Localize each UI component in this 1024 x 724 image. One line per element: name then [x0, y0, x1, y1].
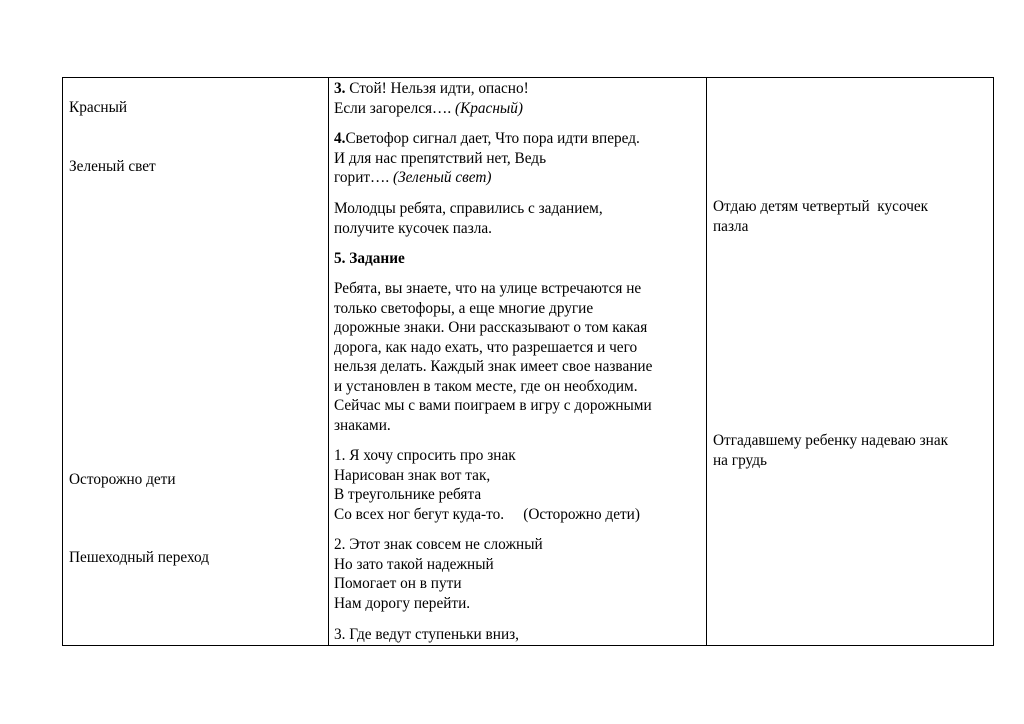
- sign-riddle-1: 1. Я хочу спросить про знак Нарисован знак вот так, В треугольнике ребята Со всех ног бегут куда-то. (Осторожно дети): [334, 447, 640, 523]
- sign-riddle-3: 3. Где ведут ступеньки вниз,: [334, 626, 520, 643]
- answer-children-crossing: Осторожно дети: [69, 471, 176, 488]
- teacher-action-puzzle: Отдаю детям четвертый кусочек пазла: [713, 198, 929, 235]
- riddle-4-number: 4.: [334, 130, 346, 147]
- riddle-4-answer: (Зеленый свет): [393, 169, 492, 186]
- answer-red: Красный: [69, 99, 128, 116]
- column-divider: [328, 78, 329, 645]
- riddle-3: 3. Стой! Нельзя идти, опасно! Если загорелся…. (Красный): [334, 80, 529, 117]
- task-heading: 5. Задание: [334, 250, 405, 267]
- teacher-action-sign: Отгадавшему ребенку надеваю знак на грудь: [713, 432, 949, 469]
- praise-paragraph: Молодцы ребята, справились с заданием, получите кусочек пазла.: [334, 200, 603, 237]
- sign-riddle-2: 2. Этот знак совсем не сложный Но зато такой надежный Помогает он в пути Нам дорогу перейти.: [334, 536, 543, 612]
- riddle-4: 4.Светофор сигнал дает, Что пора идти вперед. И для нас препятствий нет, Ведь горит…. (Зеленый свет): [334, 130, 640, 186]
- column-divider: [706, 78, 707, 645]
- answer-green-light: Зеленый свет: [69, 158, 156, 175]
- task-intro-paragraph: Ребята, вы знаете, что на улице встречаются не только светофоры, а еще многие другие дорожные знаки. Они рассказывают о том какая дорога, как надо ехать, что разрешается и чего нельзя делать. Каждый знак имеет свое название и установлен в таком месте, где он необходим. Сейчас мы с вами поиграем в игру с дорожными знаками.: [334, 280, 653, 434]
- riddle-3-answer: (Красный): [455, 99, 524, 117]
- answer-pedestrian-crossing: Пешеходный переход: [69, 549, 210, 566]
- riddle-3-number: 3.: [334, 80, 346, 97]
